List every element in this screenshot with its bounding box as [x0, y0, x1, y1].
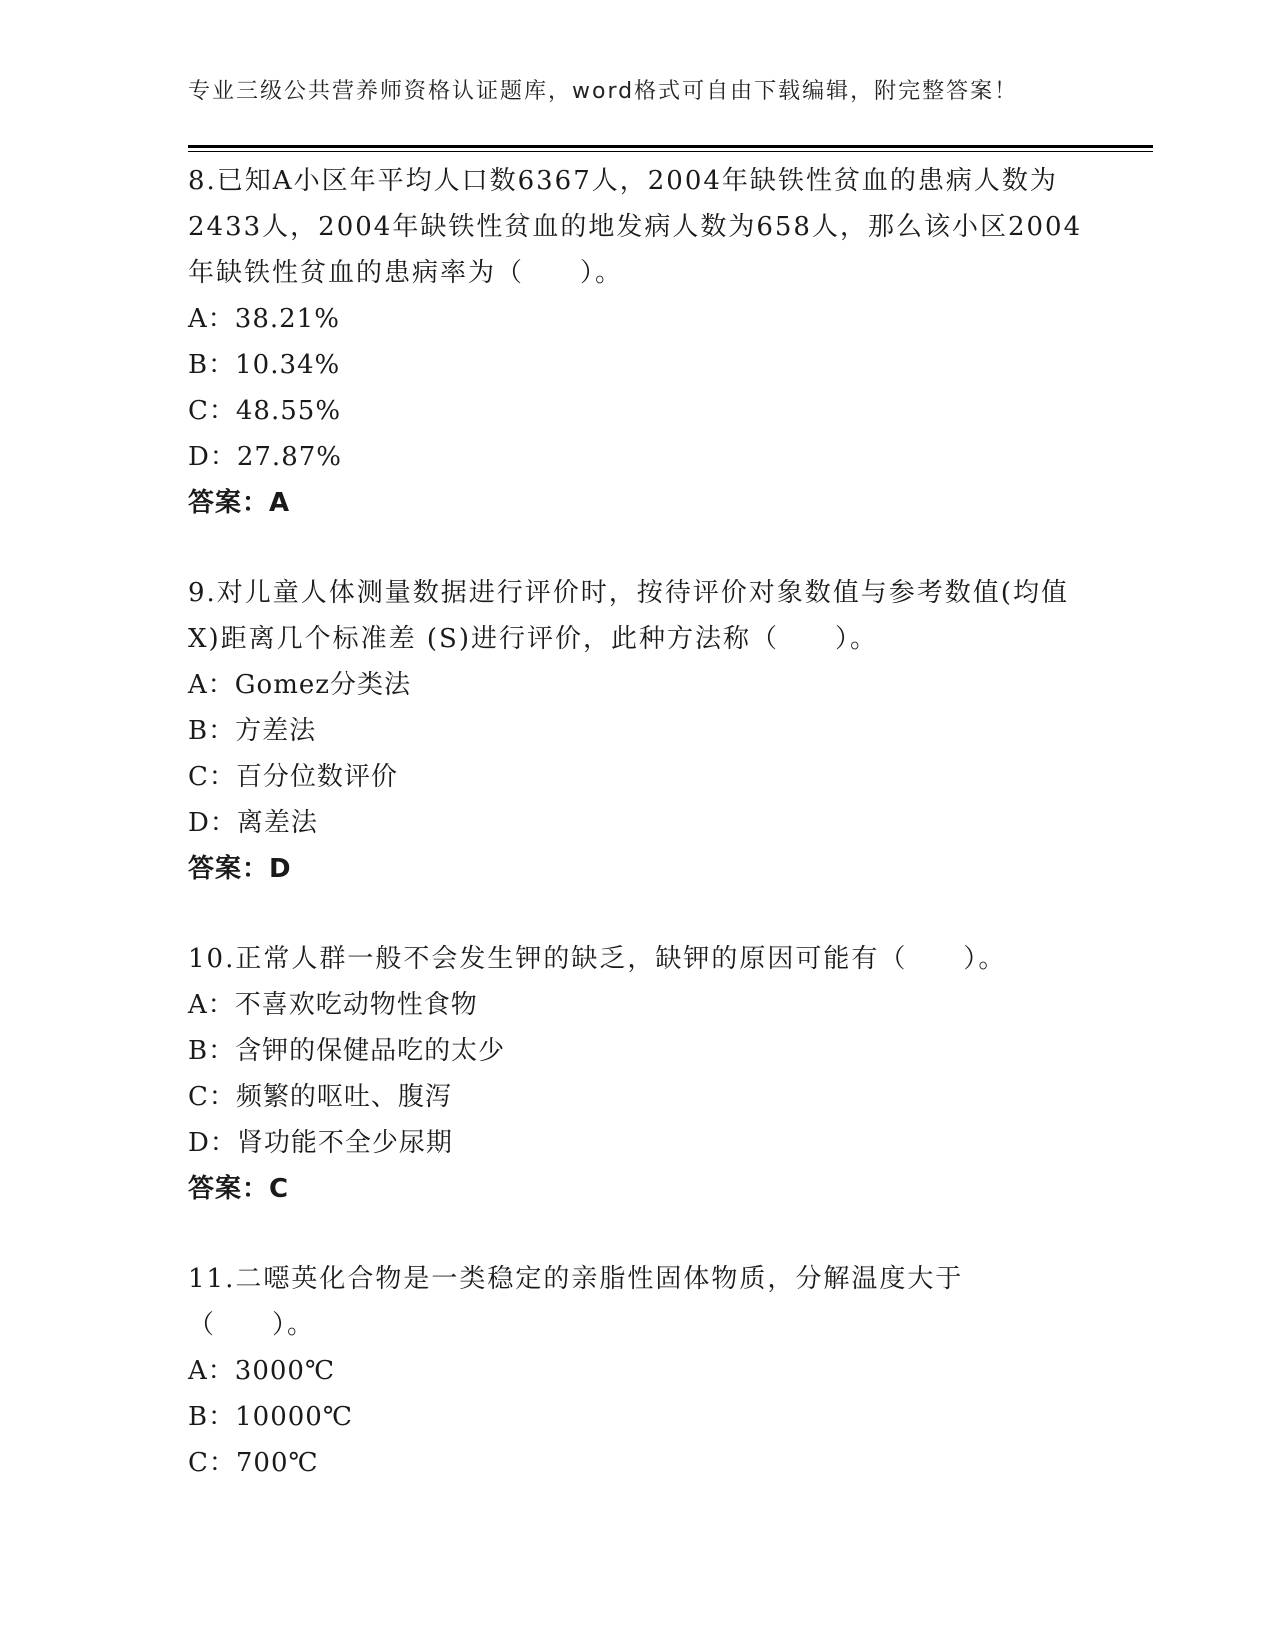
question-text: 8.已知A小区年平均人口数6367人，2004年缺铁性贫血的患病人数为2433人，2004年缺铁性贫血的地发病人数为658人，那么该小区2004年缺铁性贫血的患病率为（ ）。	[188, 166, 1083, 288]
option-d: D：离差法	[188, 808, 318, 838]
question-10	[188, 936, 1088, 1212]
option-c: C：百分位数评价	[188, 762, 398, 792]
question-list	[188, 158, 1088, 1486]
option-b: B：方差法	[188, 716, 317, 746]
answer: 答案：C	[188, 1174, 290, 1204]
option-b: B：10000℃	[188, 1402, 353, 1432]
question-text: 11.二噁英化合物是一类稳定的亲脂性固体物质，分解温度大于（ ）。	[188, 1264, 964, 1340]
answer: 答案：D	[188, 854, 292, 884]
question-9	[188, 570, 1088, 892]
question-text: 9.对儿童人体测量数据进行评价时，按待评价对象数值与参考数值(均值X)距离几个标准差 (S)进行评价，此种方法称（ ）。	[188, 578, 1069, 654]
option-a: A：不喜欢吃动物性食物	[188, 990, 478, 1020]
page-header: 专业三级公共营养师资格认证题库，word格式可自由下载编辑，附完整答案！	[188, 79, 1019, 104]
option-a: A：Gomez分类法	[188, 670, 411, 700]
option-b: B：10.34%	[188, 350, 341, 380]
header-rule-thick	[188, 145, 1153, 148]
option-d: D：肾功能不全少尿期	[188, 1128, 453, 1158]
option-b: B：含钾的保健品吃的太少	[188, 1036, 506, 1066]
question-11	[188, 1256, 1088, 1486]
option-a: A：38.21%	[188, 304, 340, 334]
option-c: C：700℃	[188, 1448, 319, 1478]
answer: 答案：A	[188, 488, 291, 518]
option-c: C：频繁的呕吐、腹泻	[188, 1082, 452, 1112]
option-c: C：48.55%	[188, 396, 342, 426]
question-8	[188, 158, 1088, 526]
option-a: A：3000℃	[188, 1356, 336, 1386]
question-text: 10.正常人群一般不会发生钾的缺乏，缺钾的原因可能有（ ）。	[188, 944, 1007, 974]
option-d: D：27.87%	[188, 442, 342, 472]
header-rule-thin	[188, 151, 1153, 152]
